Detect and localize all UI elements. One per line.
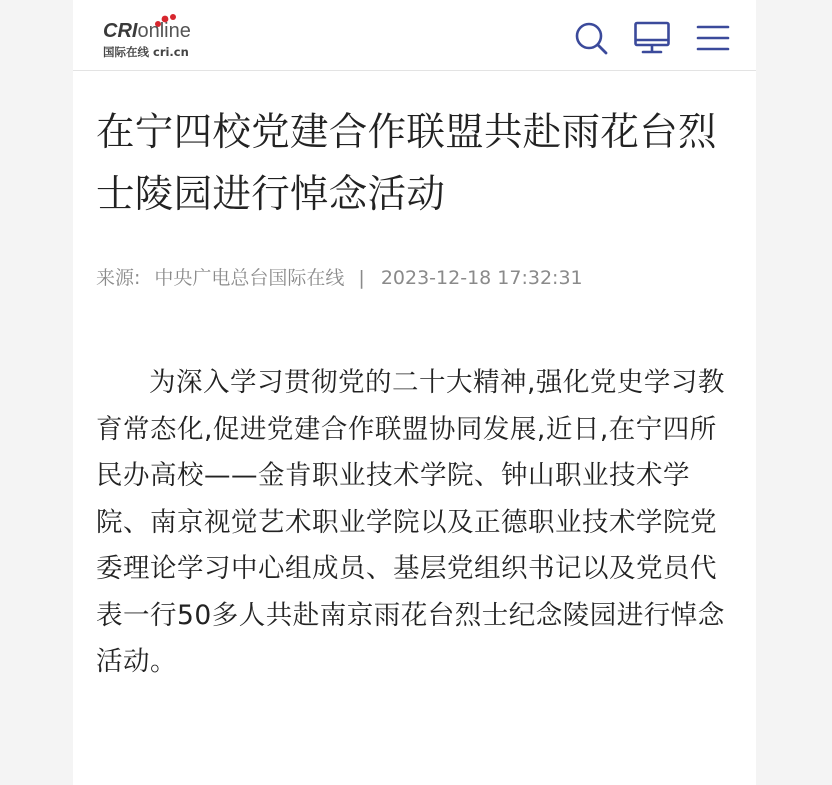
source-name[interactable]: 中央广电总台国际在线 [154, 267, 345, 289]
source-label: 来源: [96, 267, 141, 289]
cri-online-logo[interactable] [103, 14, 223, 60]
site-header [73, 0, 756, 71]
publish-datetime: 2023-12-18 17:32:31 [380, 267, 583, 289]
article-title: 在宁四校党建合作联盟共赴雨花台烈士陵园进行悼念活动 [96, 110, 717, 217]
article-meta [96, 263, 583, 290]
menu-icon[interactable] [695, 20, 731, 56]
monitor-icon[interactable] [634, 20, 670, 56]
search-icon[interactable] [573, 20, 609, 56]
logo-subtitle: 国际在线 cri.cn [103, 45, 189, 59]
logo-cri: CRI [103, 20, 138, 42]
article-paragraph: 为深入学习贯彻党的二十大精神,强化党史学习教育常态化,促进党建合作联盟协同发展,近日,在宁四所民办高校——金肯职业技术学院、钟山职业技术学院、南京视觉艺术职业学院以及正德职业技术学院党委理论学习中心组成员、基层党组织书记以及党员代表一行50多人共赴南京雨花台烈士纪念陵园进行悼念活动。 [96, 367, 725, 677]
logo-online: online [137, 20, 191, 42]
meta-separator: | [358, 267, 365, 289]
logo-wordmark [103, 20, 191, 43]
article-page [73, 0, 756, 785]
